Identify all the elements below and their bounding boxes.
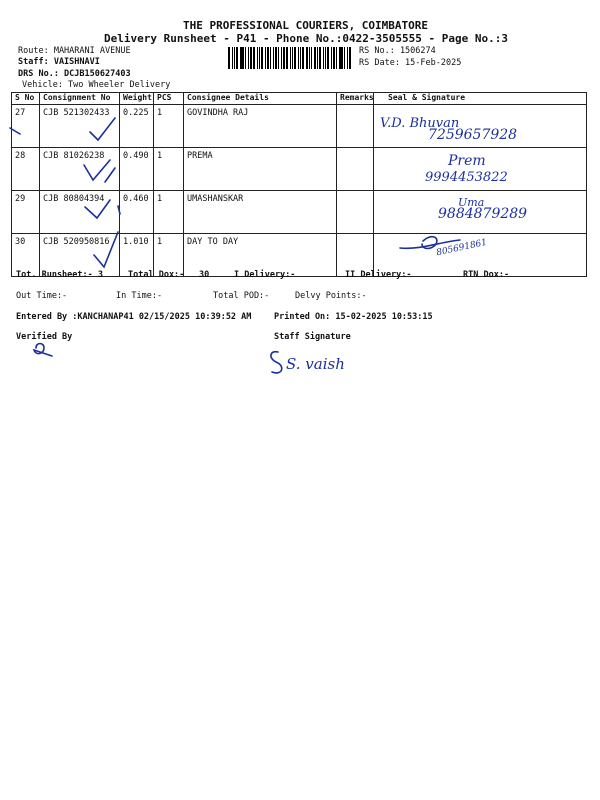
verified-signature-icon: [34, 344, 52, 357]
col-weight-header: Weight: [120, 93, 154, 105]
i-delivery-label: I Delivery:-: [234, 270, 296, 280]
handwritten-phone: 7259657928: [428, 127, 518, 143]
pen-mark-icon: [118, 206, 120, 214]
vehicle-text: Vehicle: Two Wheeler Delivery: [22, 80, 171, 90]
cell-consignee: DAY TO DAY: [184, 234, 337, 277]
total-dox-value: 30: [199, 270, 210, 280]
cell-pcs: 1: [154, 105, 184, 148]
verified-by-label: Verified By: [16, 332, 73, 342]
runsheet-title: Delivery Runsheet - P41 - Phone No.:0422-3505555 - Page No.:3: [104, 32, 508, 45]
tot-runsheet: Tot. Runsheet:- 3: [16, 270, 103, 280]
checkmark-icon: [94, 232, 118, 267]
checkmark-icon: [84, 160, 110, 180]
cell-weight: 1.010: [120, 234, 154, 277]
col-consignment-header: Consignment No: [40, 93, 120, 105]
cell-pcs: 1: [154, 148, 184, 191]
rs-number: RS No.: 1506274: [359, 46, 436, 56]
rs-date: RS Date: 15-Feb-2025: [359, 58, 462, 68]
cell-consignment: CJB 520950816: [40, 234, 120, 277]
checkmark-icon: [85, 200, 110, 218]
route-text: Route: MAHARANI AVENUE: [18, 46, 131, 56]
handwritten-phone: 9884879289: [438, 206, 528, 222]
cell-sno: 28: [12, 148, 40, 191]
col-seal-header: Seal & Signature: [374, 93, 587, 105]
drs-text: DRS No.: DCJB150627403: [18, 69, 131, 79]
cell-consignee: GOVINDHA RAJ: [184, 105, 337, 148]
staff-signature-icon: [271, 352, 282, 373]
cell-weight: 0.490: [120, 148, 154, 191]
handwritten-phone: 9994453822: [425, 170, 508, 185]
checkmark-icon: [90, 118, 115, 140]
col-consignee-header: Consignee Details: [184, 93, 337, 105]
ii-delivery-label: II Delivery:-: [345, 270, 412, 280]
delvy-points-label: Delvy Points:-: [295, 291, 367, 301]
company-title: THE PROFESSIONAL COURIERS, COIMBATORE: [183, 19, 429, 32]
cell-consignee: PREMA: [184, 148, 337, 191]
cell-consignment: CJB 80804394: [40, 191, 120, 234]
cell-pcs: 1: [154, 191, 184, 234]
total-dox-label: Total Dox:-: [128, 270, 185, 280]
checkmark-icon: [105, 168, 115, 182]
entered-by: Entered By :KANCHANAP41 02/15/2025 10:39:52 AM: [16, 312, 252, 322]
rtn-dox-label: RTN Dox:-: [463, 270, 510, 280]
in-time-label: In Time:-: [116, 291, 163, 301]
total-pod-label: Total POD:-: [213, 291, 270, 301]
cell-sno: 29: [12, 191, 40, 234]
handwritten-name: Prem: [448, 153, 486, 169]
cell-sno: 30: [12, 234, 40, 277]
printed-on: Printed On: 15-02-2025 10:53:15: [274, 312, 433, 322]
staff-signature-label: Staff Signature: [274, 332, 351, 342]
col-remarks-header: Remarks: [337, 93, 374, 105]
cell-weight: 0.225: [120, 105, 154, 148]
cell-weight: 0.460: [120, 191, 154, 234]
out-time-label: Out Time:-: [16, 291, 68, 301]
cell-consignment: CJB 521302433: [40, 105, 120, 148]
handwritten-name: S. vaish: [286, 355, 345, 373]
handwritten-phone: 805691861: [435, 237, 489, 259]
pen-mark-icon: [10, 128, 20, 134]
cell-sno: 27: [12, 105, 40, 148]
col-sno-header: S No: [12, 93, 40, 105]
cell-consignee: UMASHANSKAR: [184, 191, 337, 234]
col-pcs-header: PCS: [154, 93, 184, 105]
staff-text: Staff: VAISHNAVI: [18, 57, 100, 67]
cell-pcs: 1: [154, 234, 184, 277]
cell-consignment: CJB 81026238: [40, 148, 120, 191]
handwritten-name: V.D. Bhuvan: [380, 116, 460, 131]
handwritten-name: Uma: [458, 196, 485, 209]
